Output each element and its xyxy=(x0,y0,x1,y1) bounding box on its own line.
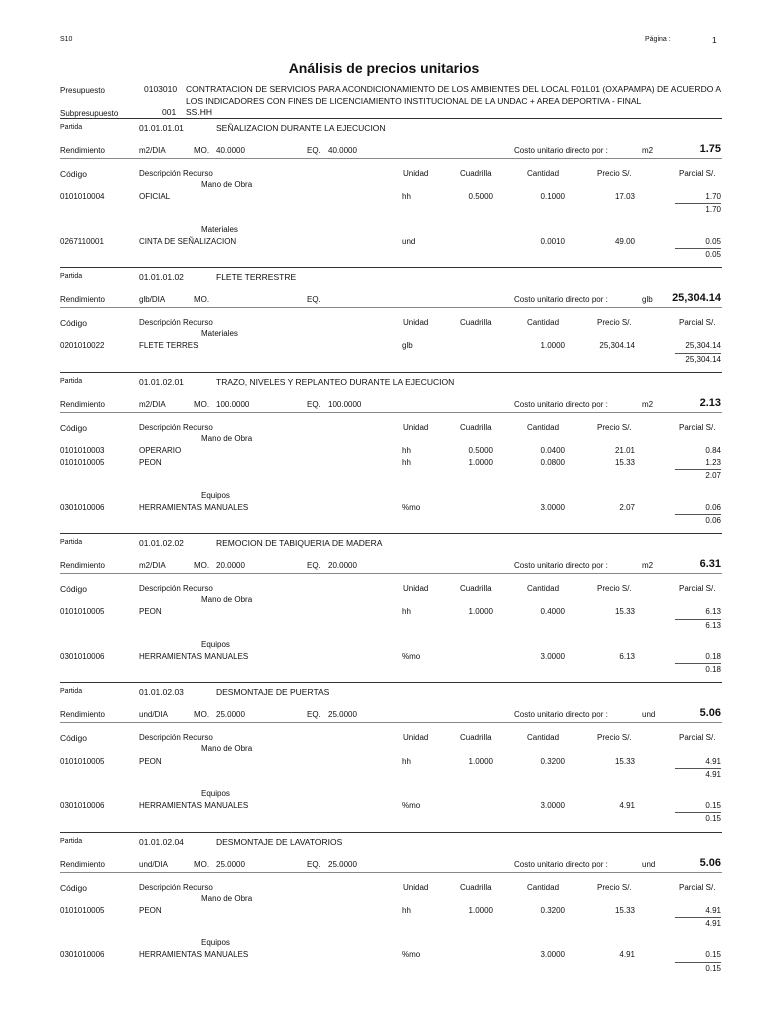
resource-cantidad: 1.0000 xyxy=(540,341,565,351)
partida-label: Partida xyxy=(60,124,83,131)
resource-description: PEON xyxy=(139,607,162,617)
col-cantidad-header: Cantidad xyxy=(527,882,560,892)
mo-value: 25.0000 xyxy=(216,710,245,720)
resource-cantidad: 0.3200 xyxy=(540,905,565,915)
resource-cantidad: 3.0000 xyxy=(540,652,565,661)
rendimiento-rule xyxy=(60,412,722,413)
costo-unit: und xyxy=(642,859,656,869)
rendimiento-rule xyxy=(60,573,722,574)
resource-cuadrilla: 1.0000 xyxy=(468,607,493,617)
resource-precio: 15.33 xyxy=(614,607,635,617)
col-precio-header: Precio S/. xyxy=(597,169,632,178)
rendimiento-label: Rendimiento xyxy=(60,146,105,155)
col-unidad-header: Unidad xyxy=(403,169,429,178)
resource-unit: hh xyxy=(402,756,411,766)
rendimiento-unit: m2/DIA xyxy=(139,146,166,155)
col-cantidad-header: Cantidad xyxy=(527,422,560,432)
resource-unit: hh xyxy=(402,905,411,915)
resource-cantidad: 0.0010 xyxy=(540,236,565,246)
resource-code: 0267110001 xyxy=(60,236,104,246)
subtotal-rule xyxy=(675,619,721,620)
partida-name: DESMONTAJE DE PUERTAS xyxy=(216,687,330,698)
partida-label: Partida xyxy=(60,837,83,845)
costo-total: 2.13 xyxy=(699,396,721,409)
resource-cantidad: 3.0000 xyxy=(540,950,565,960)
subtotal-rule xyxy=(675,663,721,664)
costo-unit: m2 xyxy=(642,399,654,409)
eq-value: 25.0000 xyxy=(328,710,357,720)
col-unidad-header: Unidad xyxy=(403,422,429,432)
col-codigo-header: Código xyxy=(60,422,87,433)
resource-cuadrilla: 0.5000 xyxy=(468,192,493,202)
partida-name: FLETE TERRESTRE xyxy=(216,272,297,283)
group-name: Materiales xyxy=(201,329,238,339)
resource-description: HERRAMIENTAS MANUALES xyxy=(139,502,249,512)
group-name: Equipos xyxy=(201,490,230,500)
resource-parcial: 0.15 xyxy=(705,950,721,960)
col-cantidad-header: Cantidad xyxy=(527,318,560,328)
subtotal-rule xyxy=(675,514,721,515)
col-cuadrilla-header: Cuadrilla xyxy=(460,318,492,328)
system-label: S10 xyxy=(60,36,73,43)
subtotal-rule xyxy=(675,353,721,354)
group-name: Mano de Obra xyxy=(201,595,253,605)
group-subtotal: 1.70 xyxy=(705,205,721,215)
group-subtotal: 0.18 xyxy=(705,665,721,675)
resource-description: PEON xyxy=(139,458,162,468)
resource-unit: hh xyxy=(402,458,411,468)
partida-code: 01.01.02.03 xyxy=(139,687,184,698)
costo-total: 25,304.14 xyxy=(672,292,721,305)
resource-parcial: 0.05 xyxy=(705,236,721,246)
rendimiento-unit: und/DIA xyxy=(139,710,168,720)
eq-label: EQ. xyxy=(307,295,321,305)
page-label: Página : xyxy=(645,36,671,43)
col-descripcion-header: Descripción Recurso xyxy=(139,318,213,328)
rendimiento-rule xyxy=(60,158,722,159)
resource-code: 0301010006 xyxy=(60,950,105,960)
partida-label: Partida xyxy=(60,539,83,547)
partida-name: SEÑALIZACION DURANTE LA EJECUCION xyxy=(216,123,386,133)
group-subtotal: 25,304.14 xyxy=(685,354,721,364)
col-cantidad-header: Cantidad xyxy=(527,169,560,178)
group-subtotal: 4.91 xyxy=(705,919,721,928)
subtotal-rule xyxy=(675,768,721,769)
col-parcial-header: Parcial S/. xyxy=(679,882,716,892)
rendimiento-label: Rendimiento xyxy=(60,295,105,305)
costo-label: Costo unitario directo por : xyxy=(514,146,608,155)
col-descripcion-header: Descripción Recurso xyxy=(139,882,213,892)
resource-unit: %mo xyxy=(402,801,421,811)
group-name: Equipos xyxy=(201,789,230,798)
subtotal-rule xyxy=(675,469,721,470)
col-unidad-header: Unidad xyxy=(403,318,429,328)
rendimiento-label: Rendimiento xyxy=(60,561,105,571)
eq-value: 40.0000 xyxy=(328,146,357,155)
resource-unit: hh xyxy=(402,192,411,202)
resource-unit: hh xyxy=(402,446,411,455)
costo-unit: m2 xyxy=(642,146,654,155)
group-name: Mano de Obra xyxy=(201,893,253,903)
col-unidad-header: Unidad xyxy=(403,733,429,743)
eq-label: EQ. xyxy=(307,146,321,155)
col-precio-header: Precio S/. xyxy=(597,882,632,892)
resource-parcial: 25,304.14 xyxy=(685,341,721,351)
resource-code: 0101010005 xyxy=(60,756,105,766)
col-cuadrilla-header: Cuadrilla xyxy=(460,882,492,892)
partida-name: DESMONTAJE DE LAVATORIOS xyxy=(216,836,343,847)
col-parcial-header: Parcial S/. xyxy=(679,422,716,432)
subtotal-rule xyxy=(675,203,721,204)
mo-label: MO. xyxy=(194,295,210,305)
resource-parcial: 1.70 xyxy=(705,192,721,202)
subpresupuesto-name: SS.HH xyxy=(186,107,212,117)
col-precio-header: Precio S/. xyxy=(597,733,632,743)
resource-parcial: 0.84 xyxy=(705,446,721,455)
resource-description: HERRAMIENTAS MANUALES xyxy=(139,801,249,811)
col-descripcion-header: Descripción Recurso xyxy=(139,422,213,432)
resource-code: 0101010005 xyxy=(60,905,105,915)
resource-unit: %mo xyxy=(402,652,421,661)
rendimiento-unit: m2/DIA xyxy=(139,399,166,409)
group-name: Mano de Obra xyxy=(201,433,253,443)
col-unidad-header: Unidad xyxy=(403,882,429,892)
costo-unit: und xyxy=(642,710,656,720)
eq-value: 100.0000 xyxy=(328,399,362,409)
partida-label: Partida xyxy=(60,377,83,385)
subtotal-rule xyxy=(675,248,721,249)
col-cantidad-header: Cantidad xyxy=(527,584,560,594)
resource-code: 0301010006 xyxy=(60,801,105,811)
rendimiento-unit: m2/DIA xyxy=(139,561,166,571)
costo-total: 5.06 xyxy=(699,856,721,869)
group-name: Mano de Obra xyxy=(201,744,253,754)
presupuesto-label: Presupuesto xyxy=(60,86,105,95)
resource-parcial: 1.23 xyxy=(705,458,721,468)
col-descripcion-header: Descripción Recurso xyxy=(139,733,213,743)
rendimiento-unit: glb/DIA xyxy=(139,295,166,305)
resource-precio: 25,304.14 xyxy=(599,341,635,351)
col-cuadrilla-header: Cuadrilla xyxy=(460,584,492,594)
resource-cuadrilla: 0.5000 xyxy=(468,446,493,455)
col-precio-header: Precio S/. xyxy=(597,584,632,594)
resource-precio: 6.13 xyxy=(619,652,635,661)
eq-value: 20.0000 xyxy=(328,561,357,571)
group-name: Equipos xyxy=(201,639,230,649)
partida-name: REMOCION DE TABIQUERIA DE MADERA xyxy=(216,538,383,549)
page-number: 1 xyxy=(712,35,717,45)
rendimiento-rule xyxy=(60,307,722,308)
costo-label: Costo unitario directo por : xyxy=(514,561,608,571)
costo-label: Costo unitario directo por : xyxy=(514,295,608,305)
partida-label: Partida xyxy=(60,273,83,281)
rendimiento-label: Rendimiento xyxy=(60,859,105,869)
group-name: Equipos xyxy=(201,938,230,948)
resource-description: OFICIAL xyxy=(139,192,171,202)
eq-value: 25.0000 xyxy=(328,859,357,869)
group-subtotal: 2.07 xyxy=(705,471,721,481)
resource-parcial: 4.91 xyxy=(705,756,721,766)
col-codigo-header: Código xyxy=(60,169,87,179)
col-descripcion-header: Descripción Recurso xyxy=(139,169,213,178)
partida-name: TRAZO, NIVELES Y REPLANTEO DURANTE LA EJECUCION xyxy=(216,376,455,387)
resource-cuadrilla: 1.0000 xyxy=(468,905,493,915)
resource-cantidad: 0.3200 xyxy=(540,756,565,766)
section-separator xyxy=(60,372,722,373)
resource-code: 0101010005 xyxy=(60,607,105,617)
costo-unit: glb xyxy=(642,295,653,305)
group-name: Mano de Obra xyxy=(201,180,253,189)
resource-description: PEON xyxy=(139,905,162,915)
partida-code: 01.01.01.01 xyxy=(139,123,184,133)
costo-total: 1.75 xyxy=(699,143,721,155)
group-subtotal: 0.05 xyxy=(705,250,721,259)
col-cuadrilla-header: Cuadrilla xyxy=(460,422,492,432)
col-parcial-header: Parcial S/. xyxy=(679,733,716,743)
partida-code: 01.01.02.04 xyxy=(139,836,184,847)
rendimiento-rule xyxy=(60,872,722,873)
col-codigo-header: Código xyxy=(60,318,87,329)
mo-value: 20.0000 xyxy=(216,561,245,571)
resource-parcial: 0.18 xyxy=(705,652,721,661)
mo-label: MO. xyxy=(194,146,210,155)
subpresupuesto-code: 001 xyxy=(162,107,177,117)
mo-label: MO. xyxy=(194,399,210,409)
resource-parcial: 6.13 xyxy=(705,607,721,617)
resource-parcial: 4.91 xyxy=(705,905,721,915)
resource-precio: 15.33 xyxy=(614,458,635,468)
resource-description: OPERARIO xyxy=(139,446,182,455)
mo-value: 25.0000 xyxy=(216,859,245,869)
mo-label: MO. xyxy=(194,561,210,571)
group-subtotal: 0.15 xyxy=(705,963,721,973)
resource-precio: 49.00 xyxy=(614,236,635,246)
resource-unit: und xyxy=(402,236,416,246)
partida-code: 01.01.02.01 xyxy=(139,376,184,387)
subtotal-rule xyxy=(675,962,721,963)
page-title: Análisis de precios unitarios xyxy=(288,60,480,76)
group-name: Materiales xyxy=(201,224,238,234)
group-subtotal: 0.15 xyxy=(705,814,721,824)
mo-value: 100.0000 xyxy=(216,399,250,409)
resource-description: FLETE TERRES xyxy=(139,341,199,351)
resource-unit: %mo xyxy=(402,950,421,960)
rendimiento-label: Rendimiento xyxy=(60,399,105,409)
resource-precio: 17.03 xyxy=(614,192,635,202)
resource-description: HERRAMIENTAS MANUALES xyxy=(139,652,249,661)
resource-unit: %mo xyxy=(402,502,421,512)
resource-cantidad: 0.0400 xyxy=(540,446,565,455)
section-separator xyxy=(60,682,722,683)
resource-precio: 4.91 xyxy=(619,801,635,811)
resource-parcial: 0.15 xyxy=(705,801,721,811)
resource-precio: 4.91 xyxy=(619,950,635,960)
col-codigo-header: Código xyxy=(60,882,87,893)
partida-code: 01.01.01.02 xyxy=(139,272,184,283)
subpresupuesto-label: Subpresupuesto xyxy=(60,109,119,118)
resource-description: CINTA DE SEÑALIZACION xyxy=(139,236,237,246)
costo-label: Costo unitario directo por : xyxy=(514,399,608,409)
col-codigo-header: Código xyxy=(60,584,87,595)
costo-total: 6.31 xyxy=(699,558,721,571)
resource-code: 0301010006 xyxy=(60,652,105,661)
col-parcial-header: Parcial S/. xyxy=(679,318,716,328)
resource-precio: 15.33 xyxy=(614,756,635,766)
presupuesto-description: CONTRATACION DE SERVICIOS PARA ACONDICIONAMIENTO DE LOS AMBIENTES DEL LOCAL F01L01 (OXAPAMPA) DE ACUERDO A LOS INDICADORES CON FINES DE LICENCIAMIENTO INSTITUCIONAL DE LA UNDAC + AREA DEPORTIVA - FINAL xyxy=(186,84,721,106)
resource-precio: 21.01 xyxy=(614,446,635,455)
partida-label: Partida xyxy=(60,688,83,696)
eq-label: EQ. xyxy=(307,859,321,869)
costo-label: Costo unitario directo por : xyxy=(514,859,608,869)
costo-label: Costo unitario directo por : xyxy=(514,710,608,720)
costo-unit: m2 xyxy=(642,561,654,571)
col-unidad-header: Unidad xyxy=(403,584,429,594)
eq-label: EQ. xyxy=(307,399,321,409)
presupuesto-code: 0103010 xyxy=(144,84,178,94)
group-subtotal: 4.91 xyxy=(705,769,721,779)
section-separator xyxy=(60,832,722,833)
resource-cantidad: 0.4000 xyxy=(540,607,565,617)
mo-label: MO. xyxy=(194,710,210,720)
resource-precio: 2.07 xyxy=(619,502,635,512)
resource-cantidad: 0.0800 xyxy=(540,458,565,468)
mo-value: 40.0000 xyxy=(216,146,245,155)
col-codigo-header: Código xyxy=(60,733,87,744)
rendimiento-unit: und/DIA xyxy=(139,859,168,869)
resource-parcial: 0.06 xyxy=(705,502,721,512)
subtotal-rule xyxy=(675,917,721,918)
resource-description: PEON xyxy=(139,756,162,766)
costo-total: 5.06 xyxy=(699,707,721,720)
mo-label: MO. xyxy=(194,859,210,869)
resource-code: 0101010003 xyxy=(60,446,105,455)
col-cantidad-header: Cantidad xyxy=(527,733,560,743)
resource-description: HERRAMIENTAS MANUALES xyxy=(139,950,249,960)
resource-cantidad: 3.0000 xyxy=(540,801,565,811)
rendimiento-label: Rendimiento xyxy=(60,710,105,720)
col-precio-header: Precio S/. xyxy=(597,318,632,328)
col-parcial-header: Parcial S/. xyxy=(679,584,716,594)
resource-cantidad: 0.1000 xyxy=(540,192,565,202)
eq-label: EQ. xyxy=(307,710,321,720)
group-subtotal: 6.13 xyxy=(705,620,721,630)
col-descripcion-header: Descripción Recurso xyxy=(139,584,213,594)
subtotal-rule xyxy=(675,812,721,813)
col-precio-header: Precio S/. xyxy=(597,422,632,432)
resource-code: 0101010004 xyxy=(60,192,105,202)
eq-label: EQ. xyxy=(307,561,321,571)
group-subtotal: 0.06 xyxy=(705,516,721,525)
resource-cuadrilla: 1.0000 xyxy=(468,756,493,766)
partida-code: 01.01.02.02 xyxy=(139,538,184,549)
resource-unit: hh xyxy=(402,607,411,617)
col-cuadrilla-header: Cuadrilla xyxy=(460,169,492,178)
section-separator xyxy=(60,533,722,534)
resource-code: 0301010006 xyxy=(60,502,105,512)
resource-code: 0101010005 xyxy=(60,458,105,468)
resource-cantidad: 3.0000 xyxy=(540,502,565,512)
resource-cuadrilla: 1.0000 xyxy=(468,458,493,468)
rendimiento-rule xyxy=(60,722,722,723)
col-cuadrilla-header: Cuadrilla xyxy=(460,733,492,743)
col-parcial-header: Parcial S/. xyxy=(679,169,716,178)
resource-code: 0201010022 xyxy=(60,341,105,351)
section-separator xyxy=(60,267,722,268)
resource-precio: 15.33 xyxy=(614,905,635,915)
resource-unit: glb xyxy=(402,341,413,351)
section-separator xyxy=(60,118,722,119)
